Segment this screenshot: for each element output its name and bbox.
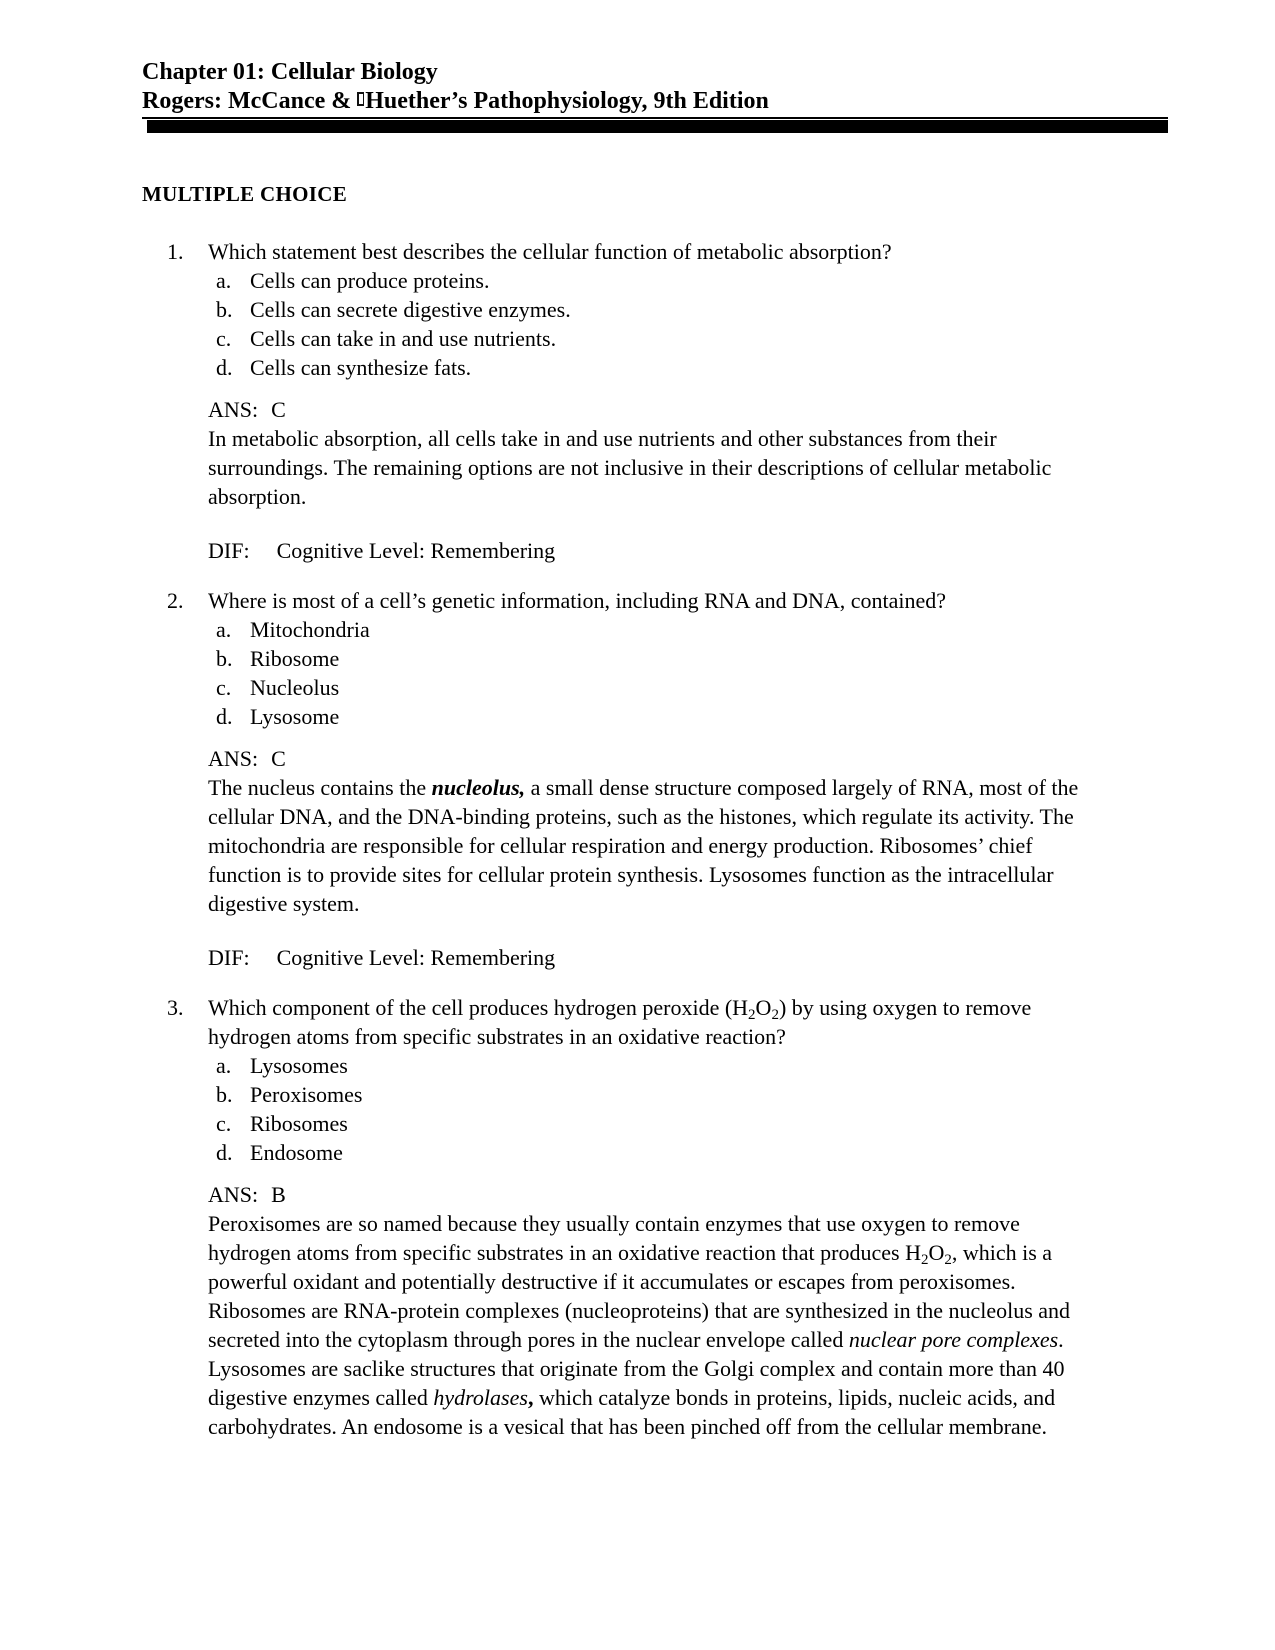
dif-value: Cognitive Level: Remembering [276,538,556,563]
dif-label: DIF: [208,538,250,563]
option-letter: d. [216,1140,233,1165]
option-text: Cells can produce proteins. [250,268,490,293]
option-letter: a. [216,268,232,293]
option-text: Mitochondria [250,617,370,642]
question-stem: Where is most of a cell’s genetic information, including RNA and DNA, contained? [208,588,947,613]
edition-title-post: Huether’s Pathophysiology, 9th Edition [365,88,769,114]
answer-value: C [271,397,286,422]
answer-label: ANS: [208,746,259,771]
option-row-a [208,266,1108,295]
option-letter: a. [216,1053,232,1078]
option-row-d [208,1138,1108,1167]
document-header [142,58,1175,133]
dif-row [208,943,1108,972]
answer-row [208,744,1108,773]
option-text: Cells can take in and use nutrients. [250,326,557,351]
option-text: Lysosomes [250,1053,348,1078]
answer-label: ANS: [208,1182,259,1207]
option-text: Endosome [250,1140,343,1165]
question-1 [142,237,1108,565]
option-letter: c. [216,675,232,700]
option-text: Peroxisomes [250,1082,363,1107]
answer-row [208,1180,1108,1209]
option-row-d [208,353,1108,382]
option-row-c [208,1109,1108,1138]
option-row-b [208,1080,1108,1109]
dif-value: Cognitive Level: Remembering [276,945,556,970]
answer-row [208,395,1108,424]
option-text: Nucleolus [250,675,340,700]
question-number: 2. [167,588,184,613]
option-letter: b. [216,297,233,322]
option-letter: c. [216,1111,232,1136]
stray-glyph-artifact [357,92,364,106]
header-divider-bar [147,120,1168,133]
option-row-b [208,295,1108,324]
question-2 [142,586,1108,972]
rationale-text: In metabolic absorption, all cells take in and use nutrients and other substances from their surroundings. The remaining options are not inclusive in their descriptions of cellular metabolic absorption. [208,426,1052,509]
option-row-a [208,615,1108,644]
edition-title-pre: Rogers: McCance & [142,88,358,114]
question-number: 1. [167,239,184,264]
question-number: 3. [167,995,184,1020]
option-letter: b. [216,646,233,671]
rationale-text: Peroxisomes are so named because they usually contain enzymes that use oxygen to remove hydrogen atoms from specific substrates in an oxidative reaction that produces H2O2, which is a powerful oxidant and potentially destructive if it accumulates or escapes from peroxisomes. Ribosomes are RNA-protein complexes (nucleoproteins) that are synthesized in the nucleolus and secreted into the cytoplasm through pores in the nuclear envelope called nuclear pore complexes. Lysosomes are saclike structures that originate from the Golgi complex and contain more than 40 digestive enzymes called hydrolases, which catalyze bonds in proteins, lipids, nucleic acids, and carbohydrates. An endosome is a vesical that has been pinched off from the cellular membrane. [208,1211,1071,1439]
chapter-title: Chapter 01: Cellular Biology [142,59,438,85]
answer-value: C [271,746,286,771]
option-row-a [208,1051,1108,1080]
answer-value: B [271,1182,286,1207]
answer-label: ANS: [208,397,259,422]
option-letter: d. [216,704,233,729]
option-text: Cells can synthesize fats. [250,355,472,380]
option-letter: c. [216,326,232,351]
question-stem: Which statement best describes the cellular function of metabolic absorption? [208,239,892,264]
question-3 [142,993,1108,1441]
option-letter: a. [216,617,232,642]
option-row-b [208,644,1108,673]
dif-row [208,536,1108,565]
option-text: Ribosome [250,646,340,671]
option-letter: d. [216,355,233,380]
option-text: Cells can secrete digestive enzymes. [250,297,571,322]
section-heading: MULTIPLE CHOICE [142,182,348,206]
option-letter: b. [216,1082,233,1107]
option-text: Lysosome [250,704,340,729]
dif-label: DIF: [208,945,250,970]
edition-title [142,87,1168,116]
option-row-c [208,324,1108,353]
option-text: Ribosomes [250,1111,348,1136]
question-list [142,237,1175,1441]
edition-title-underline [142,87,1168,119]
option-row-d [208,702,1108,731]
rationale-text: The nucleus contains the nucleolus, a small dense structure composed largely of RNA, most of the cellular DNA, and the DNA-binding proteins, such as the histones, which regulate its activity. The mitochondria are responsible for cellular respiration and energy production. Ribosomes’ chief function is to provide sites for cellular protein synthesis. Lysosomes function as the intracellular digestive system. [208,775,1079,916]
option-row-c [208,673,1108,702]
question-stem: Which component of the cell produces hydrogen peroxide (H2O2) by using oxygen to remove hydrogen atoms from specific substrates in an oxidative reaction? [208,995,1032,1049]
